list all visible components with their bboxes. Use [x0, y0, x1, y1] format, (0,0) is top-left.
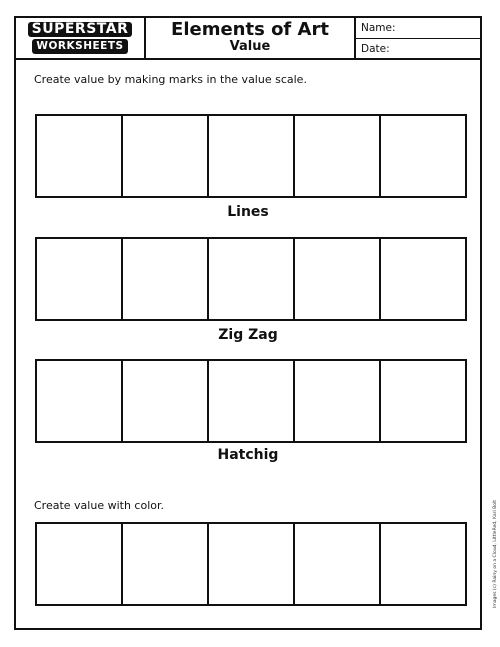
value-scale-color[interactable]: [35, 522, 467, 606]
instruction-marks: Create value by making marks in the value scale.: [34, 73, 307, 86]
date-label: Date:: [361, 42, 390, 55]
value-cell[interactable]: [381, 116, 465, 196]
value-scale-zigzag[interactable]: [35, 237, 467, 321]
value-cell[interactable]: [37, 116, 123, 196]
value-cell[interactable]: [381, 239, 465, 319]
value-cell[interactable]: [381, 524, 465, 604]
title-block: [146, 18, 356, 58]
value-scale-lines[interactable]: [35, 114, 467, 198]
value-cell[interactable]: [123, 524, 209, 604]
value-cell[interactable]: [37, 239, 123, 319]
value-cell[interactable]: [209, 239, 295, 319]
scale-label-lines: Lines: [227, 204, 269, 220]
value-scale-hatching[interactable]: [35, 359, 467, 443]
logo-line-1: SUPERSTAR: [28, 22, 133, 37]
value-cell[interactable]: [295, 524, 381, 604]
student-info: [356, 18, 480, 58]
page-title: Elements of Art: [171, 19, 329, 40]
value-cell[interactable]: [37, 524, 123, 604]
value-cell[interactable]: [295, 239, 381, 319]
scale-label-zigzag: Zig Zag: [218, 327, 278, 343]
page-subtitle: Value: [229, 39, 271, 54]
value-cell[interactable]: [123, 361, 209, 441]
value-cell[interactable]: [295, 361, 381, 441]
value-cell[interactable]: [209, 361, 295, 441]
value-cell[interactable]: [209, 116, 295, 196]
scale-label-hatching: Hatchig: [217, 447, 279, 463]
value-cell[interactable]: [37, 361, 123, 441]
worksheet-page: [14, 16, 482, 630]
value-cell[interactable]: [209, 524, 295, 604]
worksheet-header: [16, 18, 480, 60]
value-cell[interactable]: [381, 361, 465, 441]
logo-line-2: WORKSHEETS: [32, 39, 127, 54]
name-label: Name:: [361, 22, 396, 34]
date-field[interactable]: [356, 38, 480, 58]
name-field[interactable]: [356, 18, 480, 38]
superstar-worksheets-logo: [16, 18, 146, 58]
value-cell[interactable]: [123, 116, 209, 196]
instruction-color: Create value with color.: [34, 499, 164, 512]
value-cell[interactable]: [295, 116, 381, 196]
image-credit: Images (c) Rainy on a Cloud, LittleRed, Kari Bolt: [493, 500, 498, 608]
value-cell[interactable]: [123, 239, 209, 319]
